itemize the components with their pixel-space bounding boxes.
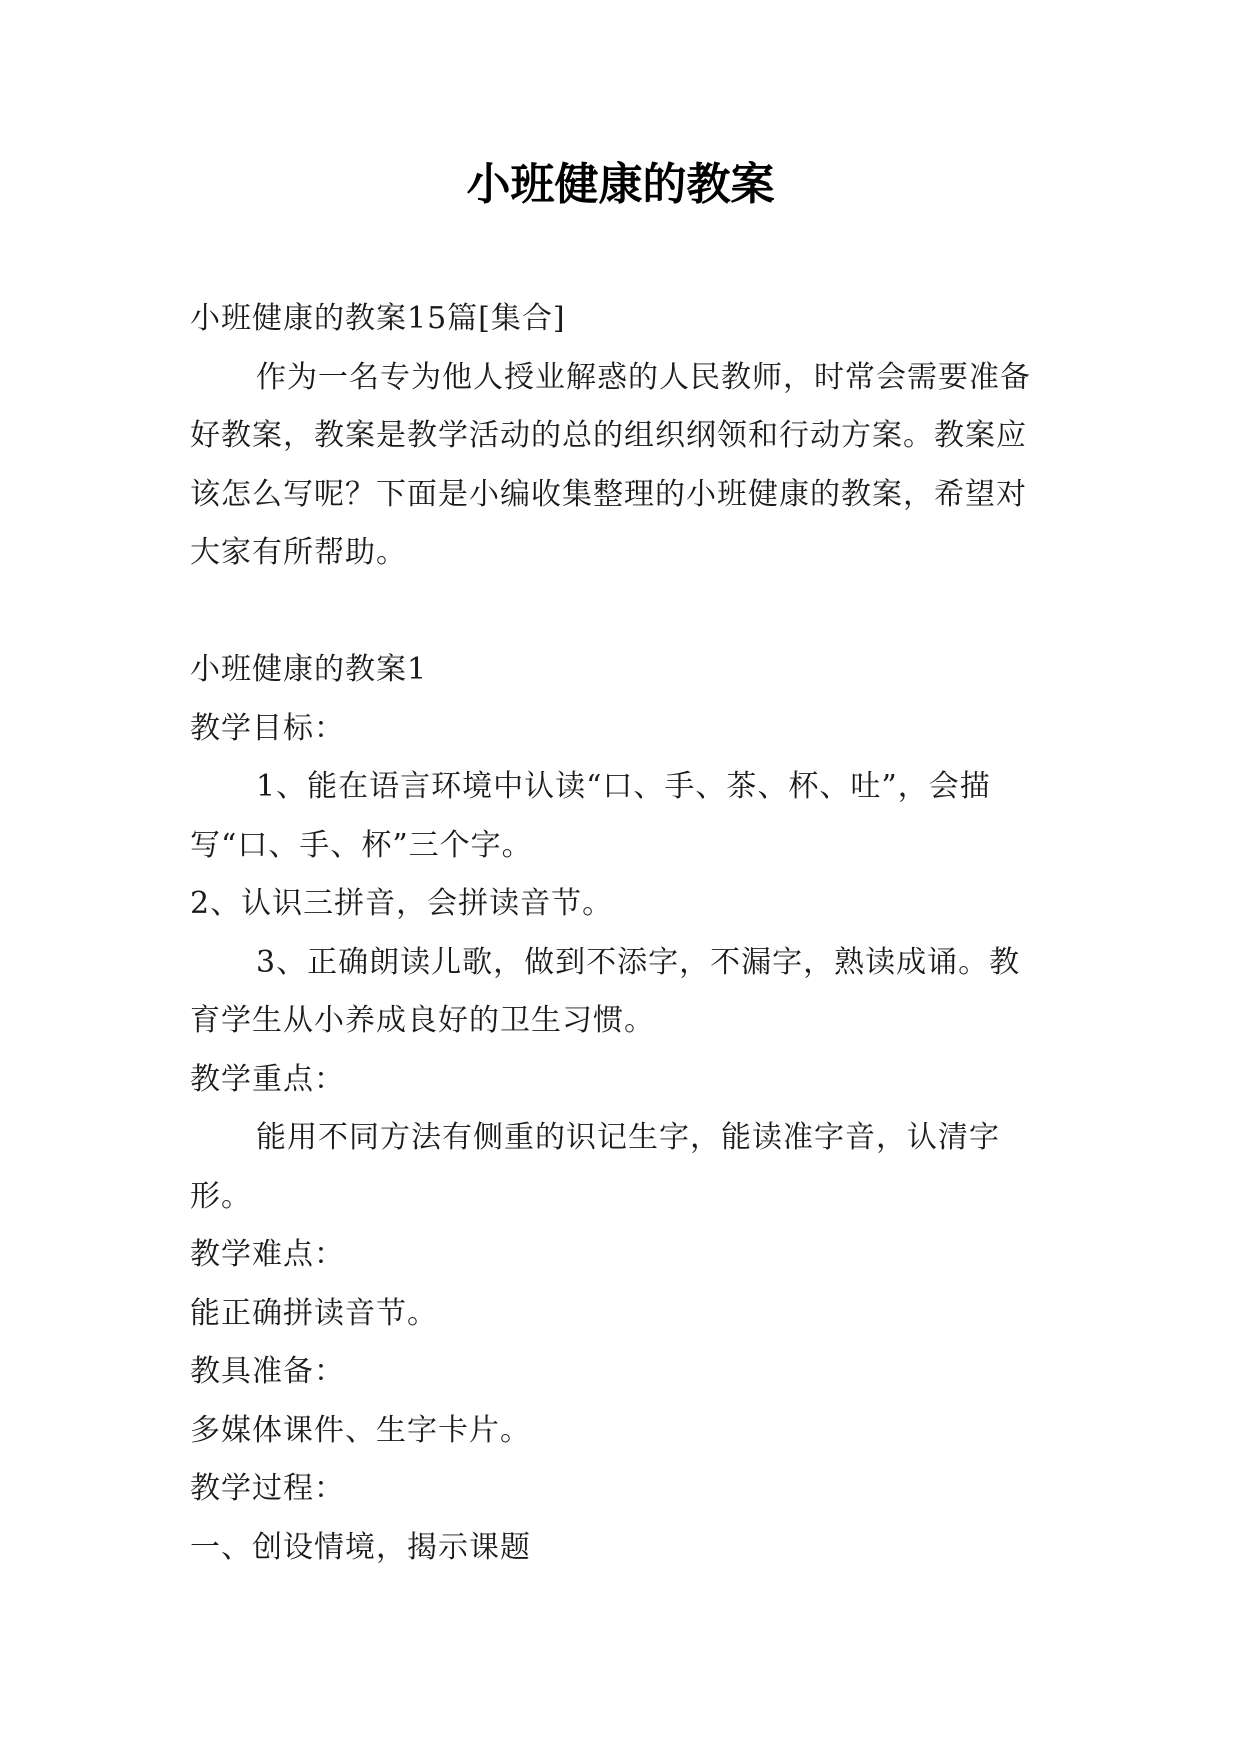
process-label: 教学过程：	[190, 1471, 345, 1506]
document-body	[190, 290, 1050, 1577]
tools-label: 教具准备：	[190, 1354, 345, 1389]
focus-label: 教学重点：	[190, 1061, 345, 1097]
process-step-1: 一、创设情境，揭示课题	[190, 1529, 531, 1565]
goals-label: 教学目标：	[190, 710, 345, 746]
goal-item-3: 3、正确朗读儿歌，做到不添字，不漏字，熟读成诵。教育学生从小养成良好的卫生习惯。	[190, 944, 1021, 1038]
focus-text: 能用不同方法有侧重的识记生字，能读准字音，认清字形。	[190, 1120, 1000, 1214]
paragraph-spacer	[190, 583, 1050, 642]
goal-item-2: 2、认识三拼音，会拼读音节。	[190, 886, 614, 921]
intro-paragraph: 作为一名专为他人授业解惑的人民教师，时常会需要准备好教案，教案是教学活动的总的组织纲领和行动方案。教案应该怎么写呢？下面是小编收集整理的小班健康的教案，希望对大家有所帮助。	[190, 359, 1031, 570]
document-subtitle: 小班健康的教案15篇[集合]	[190, 301, 566, 336]
document-title: 小班健康的教案	[466, 159, 775, 210]
goal-item-1: 1、能在语言环境中认读“口、手、茶、杯、吐”，会描写“口、手、杯”三个字。	[190, 769, 991, 863]
tools-text: 多媒体课件、生字卡片。	[190, 1412, 531, 1448]
section-heading: 小班健康的教案1	[190, 652, 428, 687]
difficulty-text: 能正确拼读音节。	[190, 1295, 438, 1331]
difficulty-label: 教学难点：	[190, 1237, 345, 1272]
